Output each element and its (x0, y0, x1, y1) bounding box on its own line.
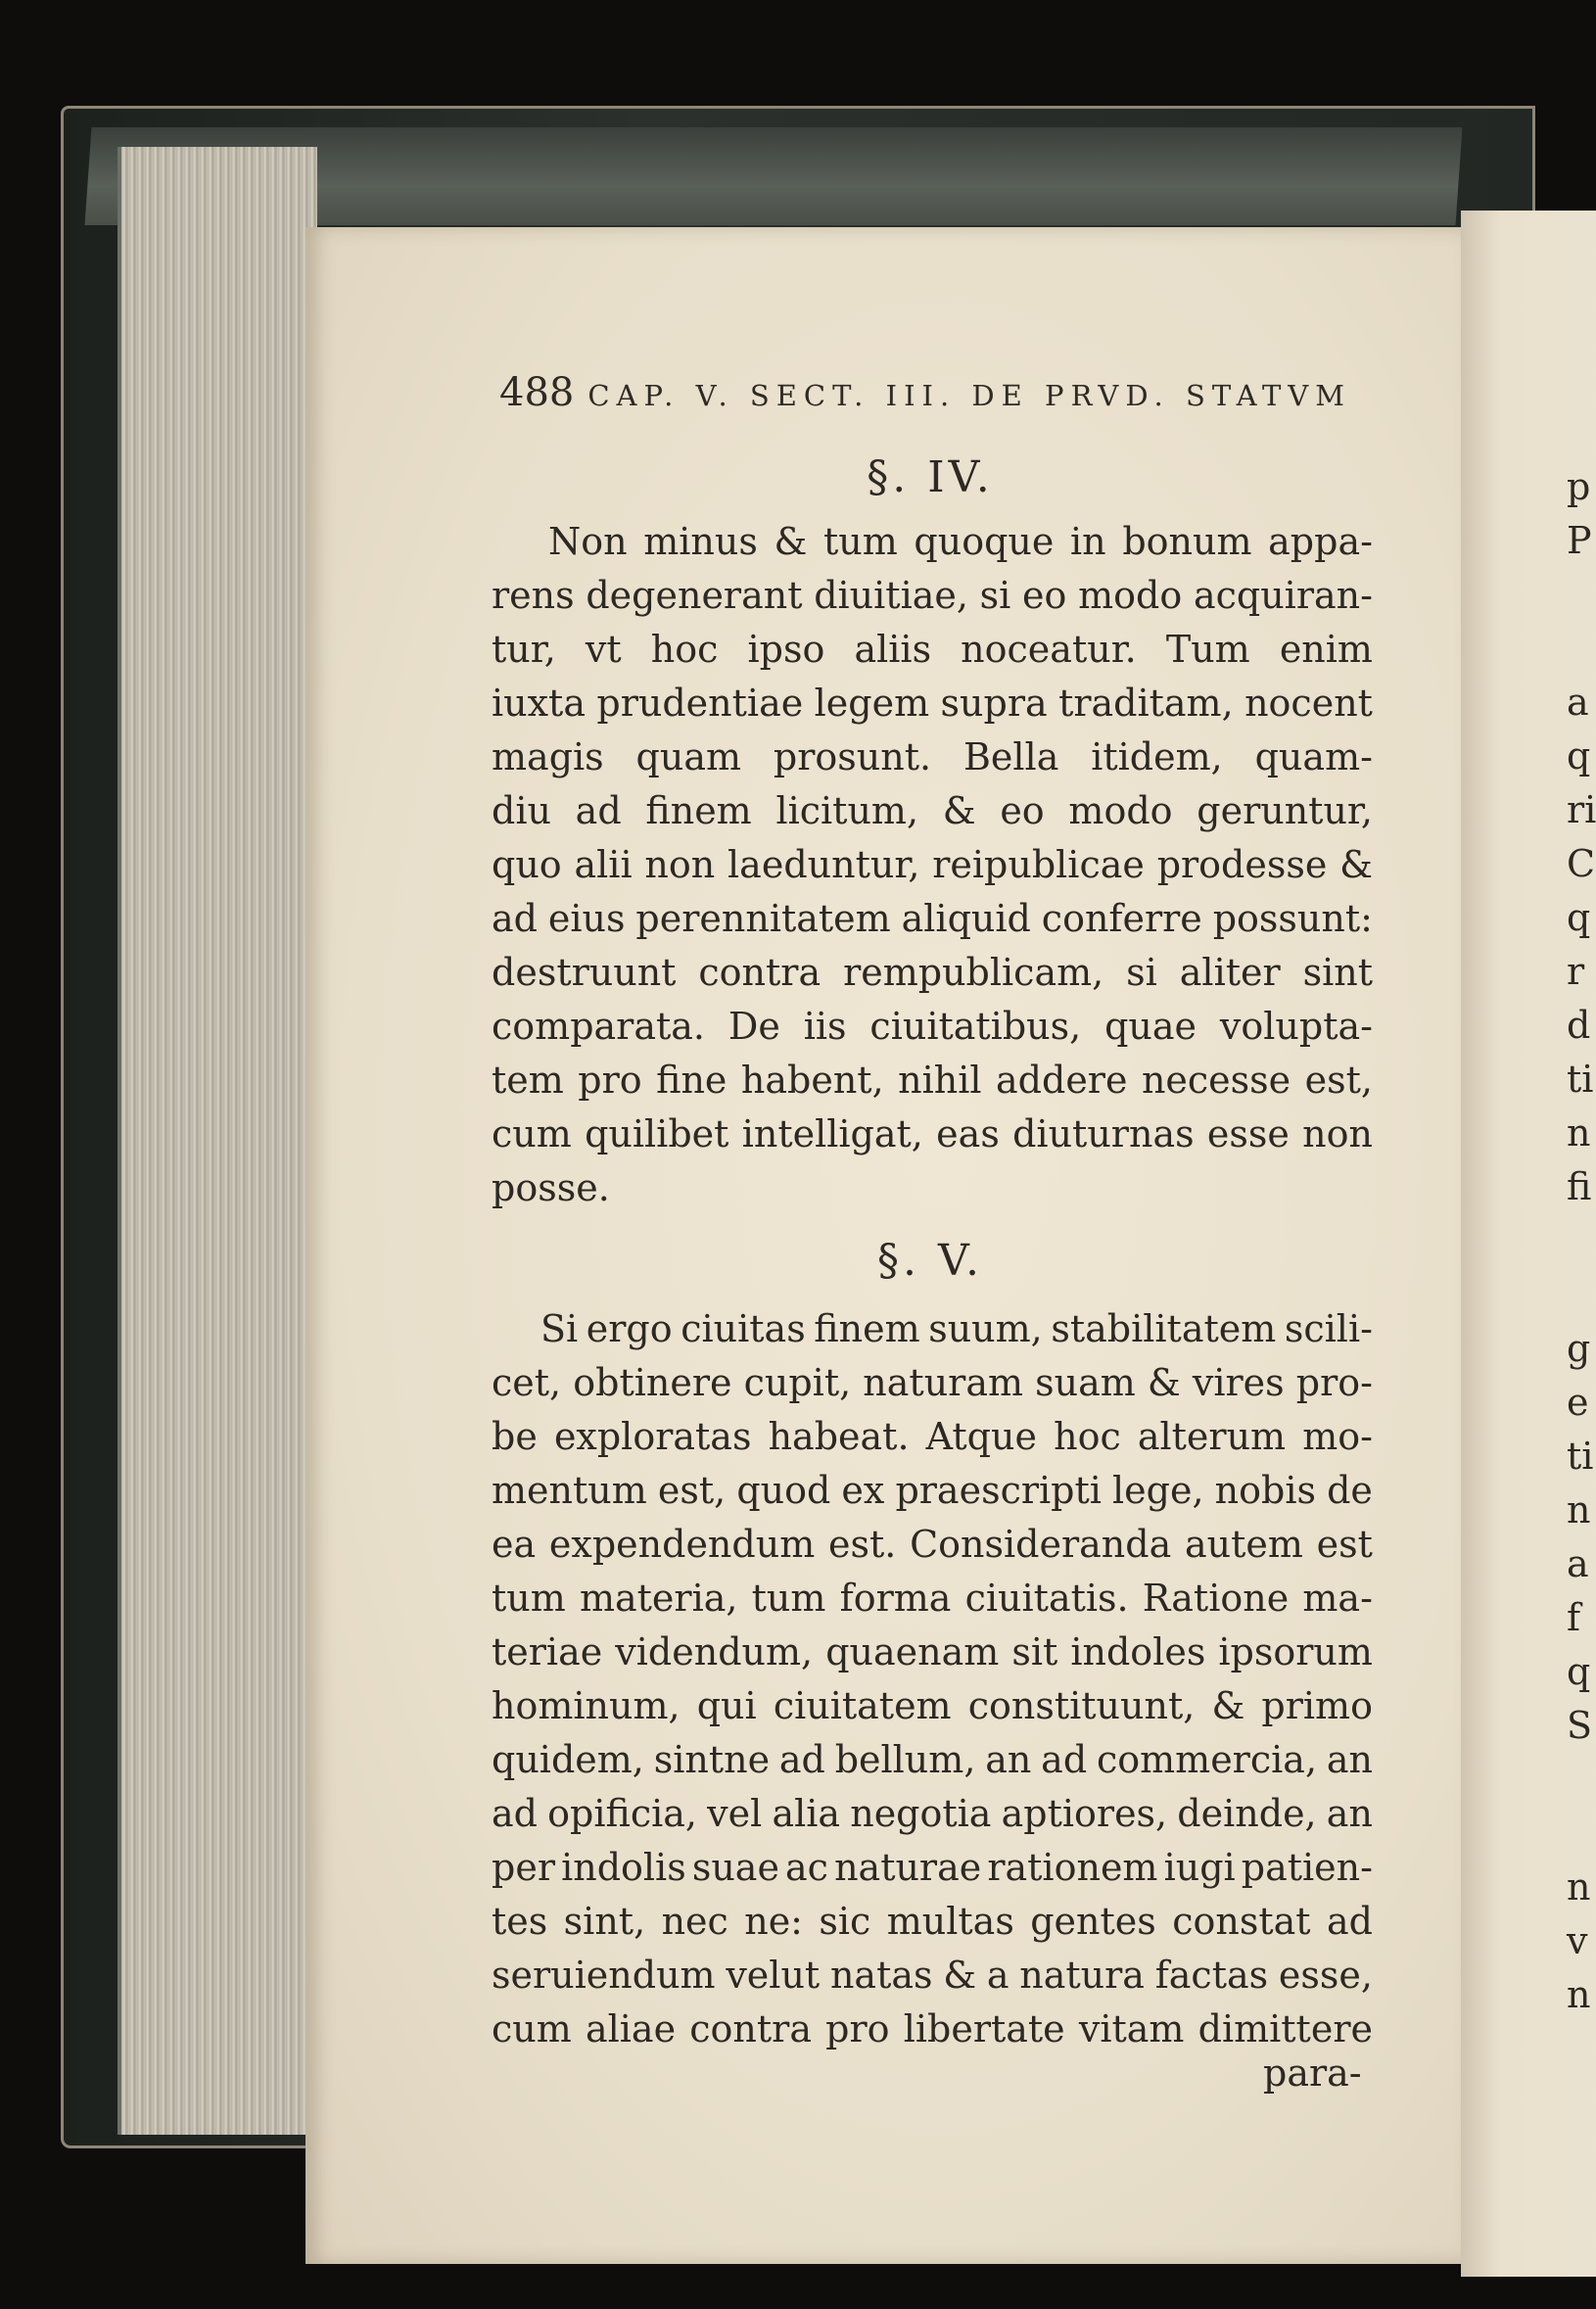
text-line: quo alii non laeduntur, reipublicae prodesse & (492, 843, 1373, 886)
text-line: ad eius perennitatem aliquid conferre possunt: (492, 897, 1373, 940)
page-header (499, 370, 1361, 419)
adjacent-letter: n (1567, 1111, 1591, 1154)
section-heading-iv: §. IV. (867, 452, 994, 502)
text-line: quidem, sintne ad bellum, an ad commercia, an (492, 1738, 1373, 1781)
adjacent-letter: d (1567, 1004, 1591, 1047)
text-line: mentum est, quod ex praescripti lege, nobis de (492, 1469, 1373, 1512)
text-line: hominum, qui ciuitatem constituunt, & primo (492, 1684, 1373, 1727)
adjacent-letter (1567, 568, 1596, 622)
text-line: diu ad finem licitum, & eo modo geruntur, (492, 789, 1373, 832)
page-number: 488 (499, 370, 575, 415)
adjacent-letter (1567, 1807, 1596, 1861)
adjacent-letter: q (1567, 1650, 1591, 1693)
adjacent-letter: f (1567, 1596, 1581, 1639)
adjacent-letter: v (1567, 1919, 1588, 1962)
text-line: tur, vt hoc ipso aliis noceatur. Tum enim (492, 628, 1373, 671)
adjacent-letter: e (1567, 1381, 1589, 1424)
text-line: comparata. De iis ciuitatibus, quae volupta- (492, 1005, 1373, 1048)
text-line: teriae videndum, quaenam sit indoles ipsorum (492, 1630, 1373, 1673)
section-heading-v: §. V. (876, 1236, 984, 1286)
text-line: ea expendendum est. Consideranda autem est (492, 1523, 1373, 1566)
adjacent-letter: n (1567, 1865, 1591, 1908)
adjacent-letter: ti (1567, 1435, 1594, 1478)
section-iv-text (492, 515, 1373, 1215)
adjacent-letter (1567, 1753, 1596, 1807)
adjacent-letter: n (1567, 1973, 1591, 2016)
text-line: cet, obtinere cupit, naturam suam & vires pro- (492, 1361, 1373, 1404)
text-line: cum aliae contra pro libertate vitam dimittere (492, 2007, 1373, 2050)
text-line: magis quam prosunt. Bella itidem, quam- (492, 735, 1373, 778)
text-line: tem pro fine habent, nihil addere necesse est, (492, 1059, 1373, 1102)
adjacent-letter: S (1567, 1704, 1593, 1747)
running-head: CAP. V. SECT. III. DE PRVD. STATVM (587, 379, 1351, 412)
adjacent-letter: fi (1567, 1165, 1592, 1208)
text-line: rens degenerant diuitiae, si eo modo acquiran- (492, 574, 1373, 617)
text-line: iuxta prudentiae legem supra traditam, nocent (492, 682, 1373, 725)
text-line: Si ergo ciuitas finem suum, stabilitatem scili- (540, 1307, 1373, 1350)
adjacent-letter: q (1567, 896, 1591, 939)
adjacent-letter (1567, 1214, 1596, 1268)
adjacent-letter: r (1567, 950, 1585, 993)
adjacent-letter: q (1567, 734, 1591, 778)
adjacent-page-text (1567, 460, 1596, 2022)
adjacent-letter: P (1567, 519, 1592, 562)
text-line: destruunt contra rempublicam, si aliter sint (492, 951, 1373, 994)
text-line: ad opificia, vel alia negotia aptiores, deinde, an (492, 1792, 1373, 1835)
text-line: tes sint, nec ne: sic multas gentes constat ad (492, 1900, 1373, 1943)
adjacent-letter: a (1567, 1542, 1589, 1585)
catchword: para- (1263, 2051, 1362, 2095)
page-edges (117, 147, 317, 2135)
text-line: be exploratas habeat. Atque hoc alterum mo- (492, 1415, 1373, 1458)
text-line: per indolis suae ac naturae rationem iugi patien- (492, 1846, 1373, 1889)
adjacent-letter: n (1567, 1488, 1591, 1531)
text-line: seruiendum velut natas & a natura factas esse, (492, 1954, 1373, 1997)
adjacent-letter: ti (1567, 1058, 1594, 1101)
adjacent-letter: C (1567, 842, 1596, 885)
text-line: posse. (492, 1166, 610, 1209)
adjacent-letter: a (1567, 681, 1589, 724)
adjacent-letter: ri (1567, 788, 1596, 831)
adjacent-letter (1567, 1268, 1596, 1322)
text-line: tum materia, tum forma ciuitatis. Ratione ma- (492, 1577, 1373, 1620)
adjacent-letter (1567, 622, 1596, 676)
text-line: Non minus & tum quoque in bonum appa- (548, 520, 1373, 563)
section-v-text (492, 1302, 1373, 2056)
text-line: cum quilibet intelligat, eas diuturnas esse non (492, 1112, 1373, 1155)
adjacent-letter: g (1567, 1327, 1591, 1370)
adjacent-letter: p (1567, 465, 1591, 508)
